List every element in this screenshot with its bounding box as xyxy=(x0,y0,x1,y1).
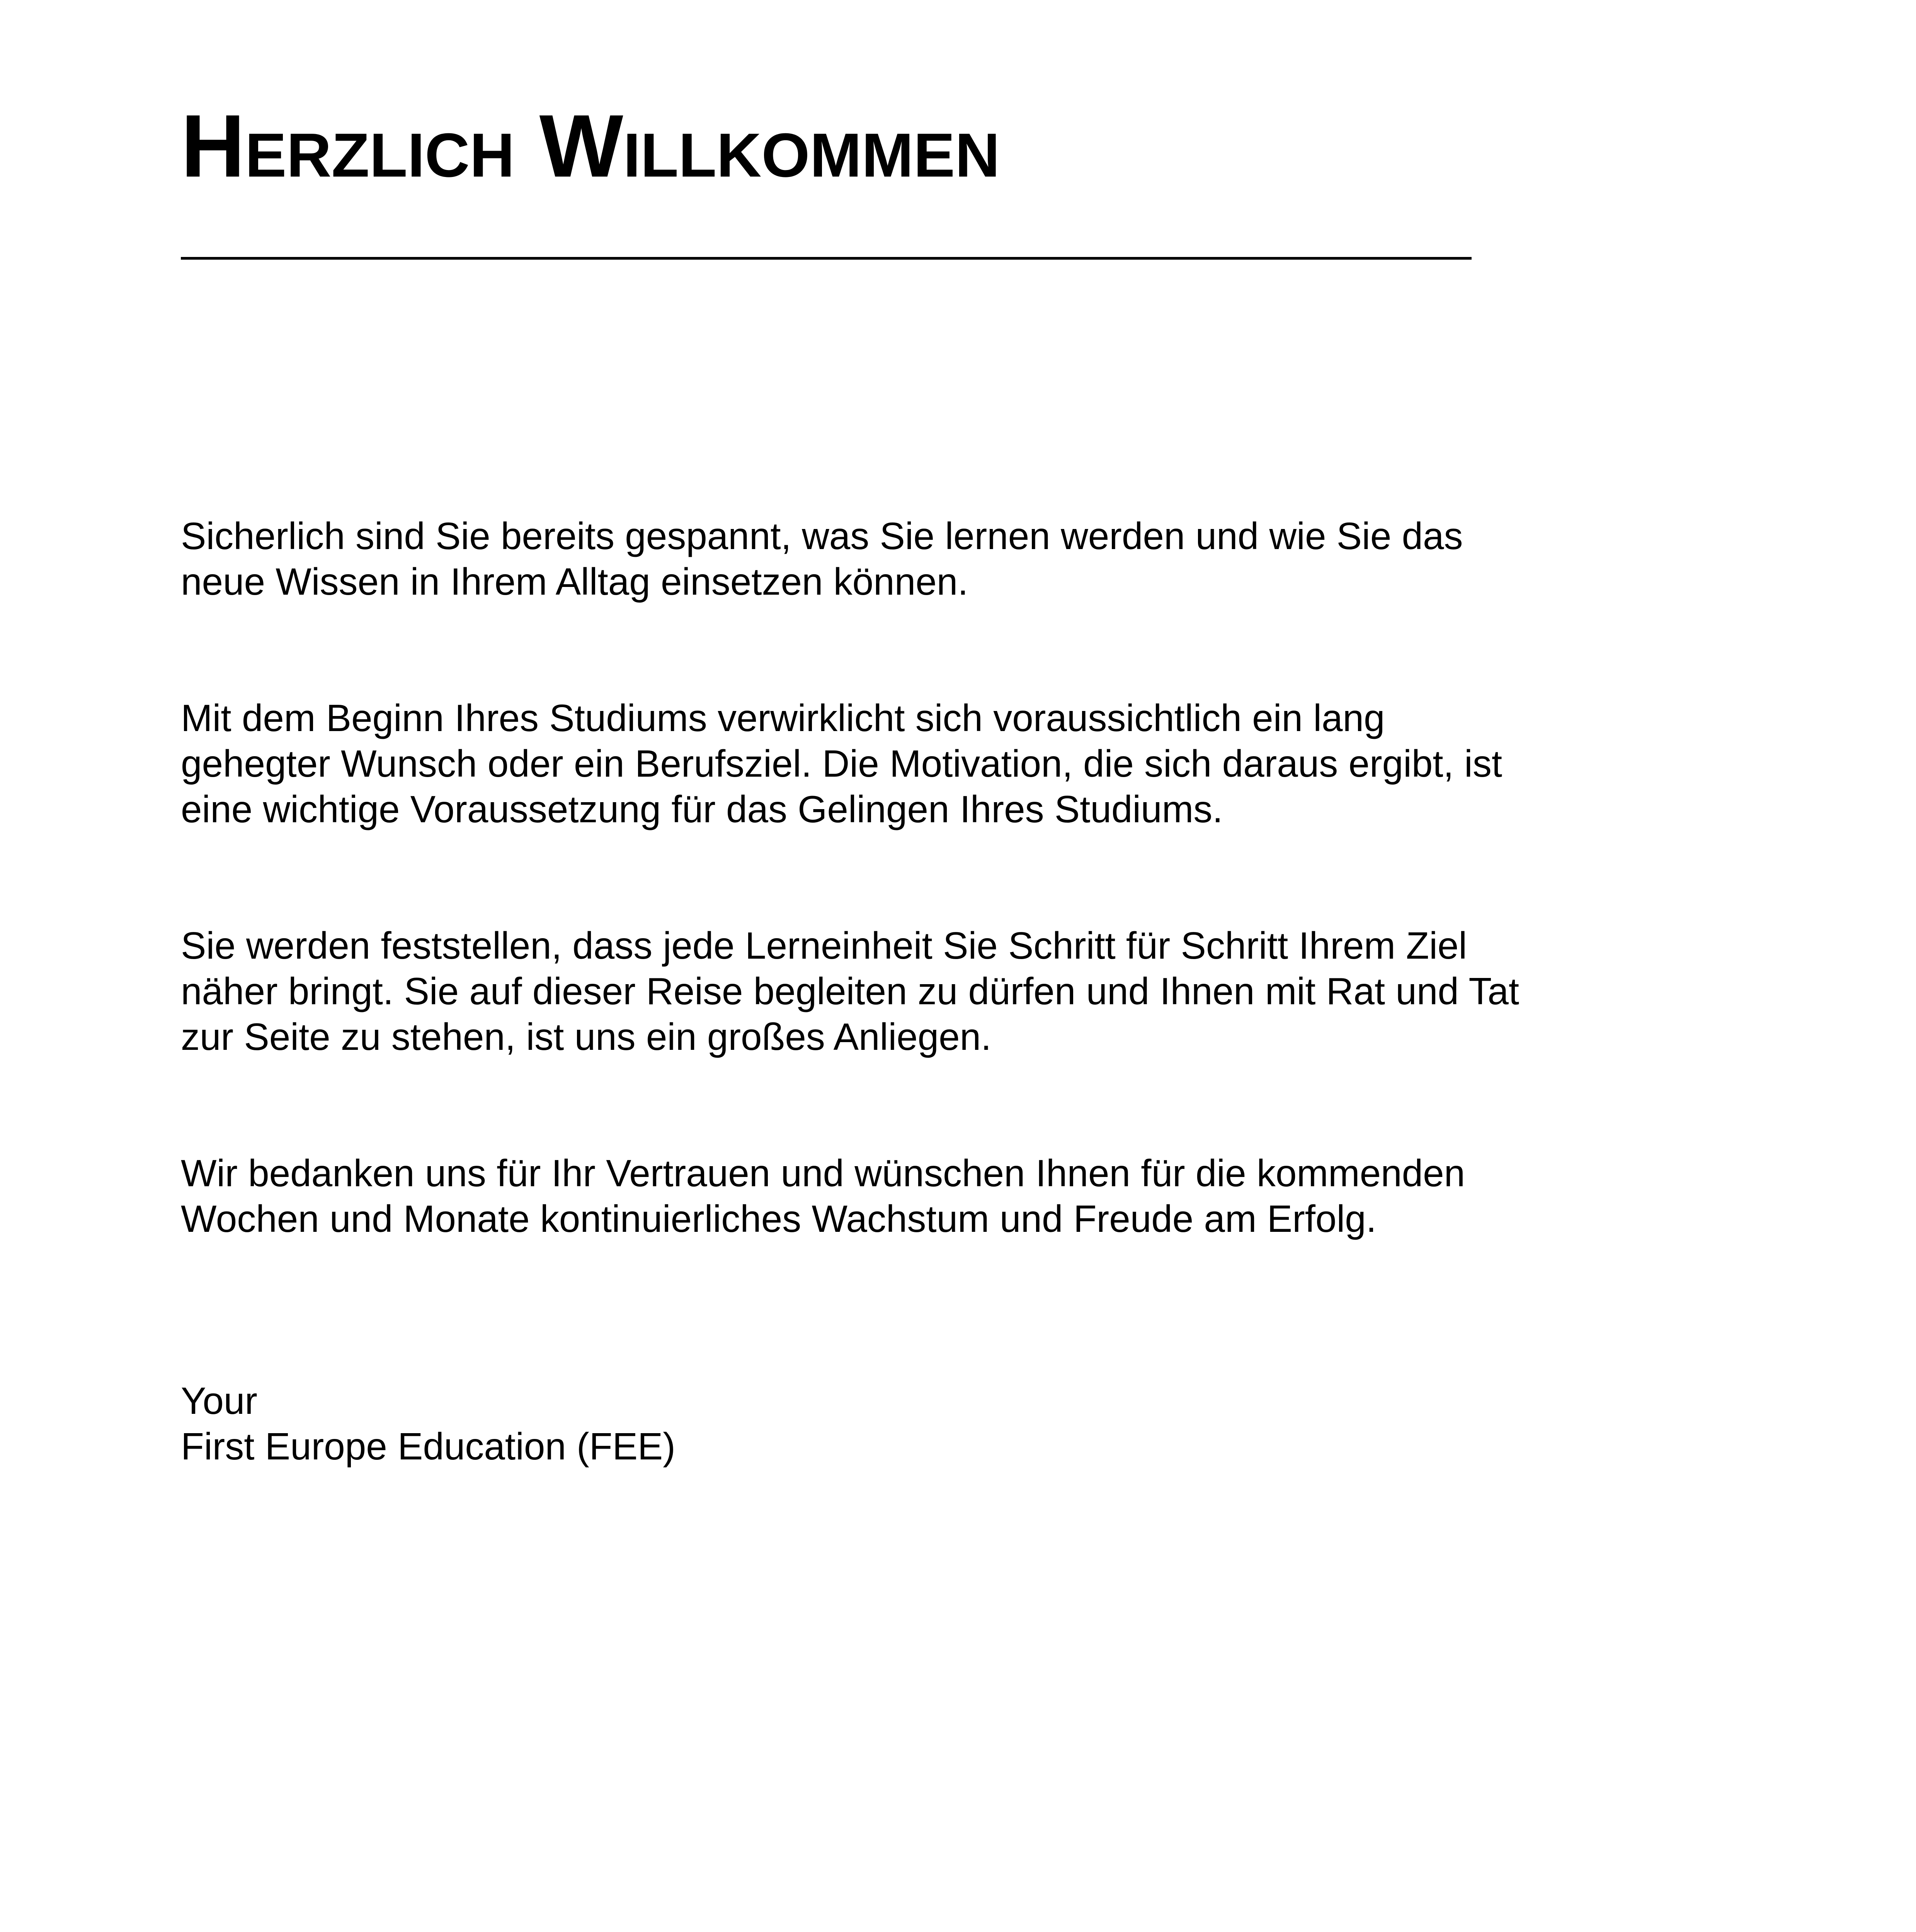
signature-organization: First Europe Education (FEE) xyxy=(181,1425,676,1468)
paragraph-3: Sie werden feststellen, dass jede Lerneinheit Sie Schritt für Schritt Ihrem Ziel näher bringt. Sie auf dieser Reise begleiten zu dürfen und Ihnen mit Rat und Tat zur Seite zu stehen, ist uns ein großes Anliegen. xyxy=(181,924,1520,1058)
page-title: Herzlich Willkommen xyxy=(181,96,1000,196)
title-divider xyxy=(181,257,1472,260)
paragraph-4: Wir bedanken uns für Ihr Vertrauen und wünschen Ihnen für die kommenden Wochen und Monate kontinuierliches Wachstum und Freude am Erfolg. xyxy=(181,1152,1465,1240)
paragraph-1: Sicherlich sind Sie bereits gespannt, was Sie lernen werden und wie Sie das neue Wissen in Ihrem Alltag einsetzen können. xyxy=(181,515,1463,603)
closing-line: Your xyxy=(181,1379,258,1422)
paragraph-2: Mit dem Beginn Ihres Studiums verwirklicht sich voraussichtlich ein lang gehegter Wunsch oder ein Berufsziel. Die Motivation, die sich daraus ergibt, ist eine wichtige Voraussetzung für das Gelingen Ihres Studiums. xyxy=(181,697,1503,830)
